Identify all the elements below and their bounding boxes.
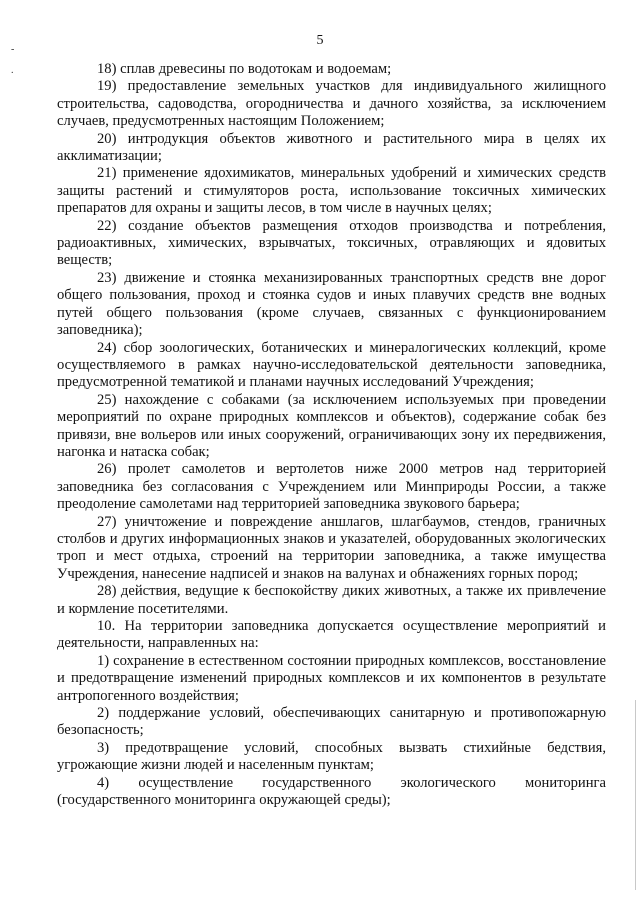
permitted-item-1: 1) сохранение в естественном состоянии природных комплексов, восстановление и предотвращение изменений природных комплексов и их компонентов в результате антропогенного воздействия;: [57, 652, 606, 704]
paragraph-item-18: 18) сплав древесины по водотокам и водоемам;: [97, 61, 392, 77]
paragraph-item-28: 28) действия, ведущие к беспокойству диких животных, а также их привлечение и кормление посетителями.: [57, 583, 606, 617]
paragraph-item-25: 25) нахождение с собаками (за исключением используемых при проведении мероприятий по охране природных комплексов и объектов), содержание собак без привязи, вне вольеров или иных сооружений, ограничивающих зону их передвижения, нагонка и натаска собак;: [57, 391, 606, 460]
margin-mark: -: [11, 44, 15, 55]
paragraph-item-24: 24) сбор зоологических, ботанических и минералогических коллекций, кроме осуществляемого в рамках научно-исследовательской деятельности заповедника, предусмотренной тематикой и планами научных исследований Учреждения;: [57, 339, 606, 391]
permitted-item-4: 4) осуществление государственного экологического мониторинга (государственного мониторинга окружающей среды);: [57, 774, 606, 809]
paragraph-item-23: 23) движение и стоянка механизированных транспортных средств вне дорог общего пользования, проход и стоянка судов и иных плавучих средств вне водных путей общего пользования (кроме случаев, связанных с функционированием заповедника);: [57, 269, 606, 339]
paragraph-item-22: 22) создание объектов размещения отходов производства и потребления, радиоактивных, химических, взрывчатых, токсичных, отравляющих и ядовитых веществ;: [57, 217, 606, 269]
paragraph-item-20: 20) интродукция объектов животного и растительного мира в целях их акклиматизации;: [57, 130, 606, 165]
paragraph-item-26: 26) пролет самолетов и вертолетов ниже 2000 метров над территорией заповедника без согласования с Учреждением или Минприроды России, а также преодоление самолетами над территорией заповедника звукового барьера;: [57, 461, 606, 513]
scan-edge-line: [635, 700, 636, 890]
paragraph-item-21: 21) применение ядохимикатов, минеральных удобрений и химических средств защиты растений и стимуляторов роста, использование токсичных химических препаратов для охраны и защиты лесов, в том числе в научных целях;: [57, 165, 606, 217]
permitted-item-3: 3) предотвращение условий, способных вызвать стихийные бедствия, угрожающие жизни людей и населенным пунктам;: [57, 739, 606, 774]
permitted-item-2: 2) поддержание условий, обеспечивающих санитарную и противопожарную безопасность;: [57, 705, 606, 739]
paragraph-item-27: 27) уничтожение и повреждение аншлагов, шлагбаумов, стендов, граничных столбов и других информационных знаков и указателей, оборудованных экологических троп и мест отдыха, строений на территории заповедника, а также имущества Учреждения, нанесение надписей и знаков на валунах и обнажениях горных пород;: [57, 513, 606, 582]
section-10-heading: 10. На территории заповедника допускается осуществление мероприятий и деятельности, направленных на:: [57, 618, 606, 652]
document-body: [57, 61, 606, 809]
paragraph-item-19: 19) предоставление земельных участков для индивидуального жилищного строительства, садоводства, огородничества и дачного хозяйства, за исключением случаев, предусмотренных настоящим Положением;: [57, 78, 606, 130]
page-number: 5: [316, 33, 324, 48]
margin-mark: .: [11, 65, 14, 76]
